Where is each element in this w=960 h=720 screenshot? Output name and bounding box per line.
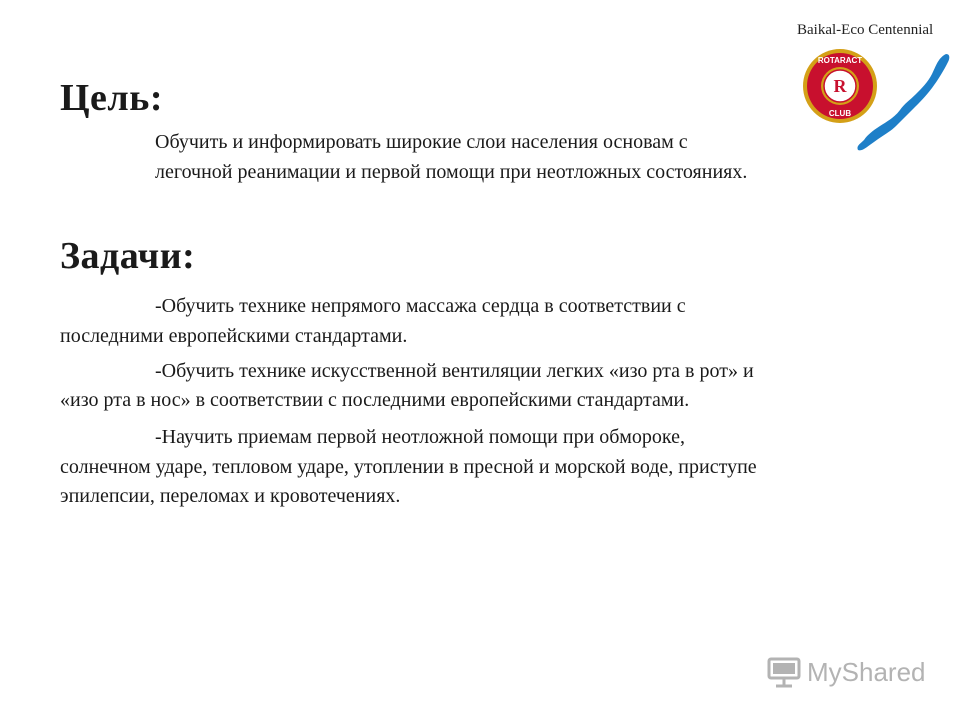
brand-title: Baikal-Eco Centennial	[797, 22, 934, 38]
presentation-board-icon	[767, 656, 801, 688]
task-3-line-3: эпилепсии, переломах и кровотечениях.	[60, 485, 401, 507]
logo-letter: R	[833, 76, 847, 96]
task-3-line-1: -Научить приемам первой неотложной помощи при обмороке,	[155, 426, 685, 448]
task-3-line-2: солнечном ударе, тепловом ударе, утоплении в пресной и морской воде, приступе	[60, 456, 757, 478]
rotaract-logo	[796, 48, 956, 158]
goal-text-line-2: легочной реанимации и первой помощи при неотложных состояниях.	[155, 161, 748, 183]
task-2-line-2: «изо рта в нос» в соответствии с последними европейскими стандартами.	[60, 389, 690, 411]
watermark-text: MyShared	[807, 656, 926, 687]
task-2-line-1: -Обучить технике искусственной вентиляции легких «изо рта в рот» и	[155, 360, 754, 382]
task-1-line-2: последними европейскими стандартами.	[60, 325, 408, 347]
goal-text-line-1: Обучить и информировать широкие слои населения основам с	[155, 131, 688, 153]
logo-text-top: ROTARACT	[817, 56, 863, 65]
goal-heading: Цель:	[60, 77, 163, 119]
watermark	[767, 656, 926, 688]
logo-text-bottom: CLUB	[828, 109, 852, 118]
task-1-line-1: -Обучить технике непрямого массажа сердца в соответствии с	[155, 295, 686, 317]
tasks-heading: Задачи:	[60, 235, 196, 277]
